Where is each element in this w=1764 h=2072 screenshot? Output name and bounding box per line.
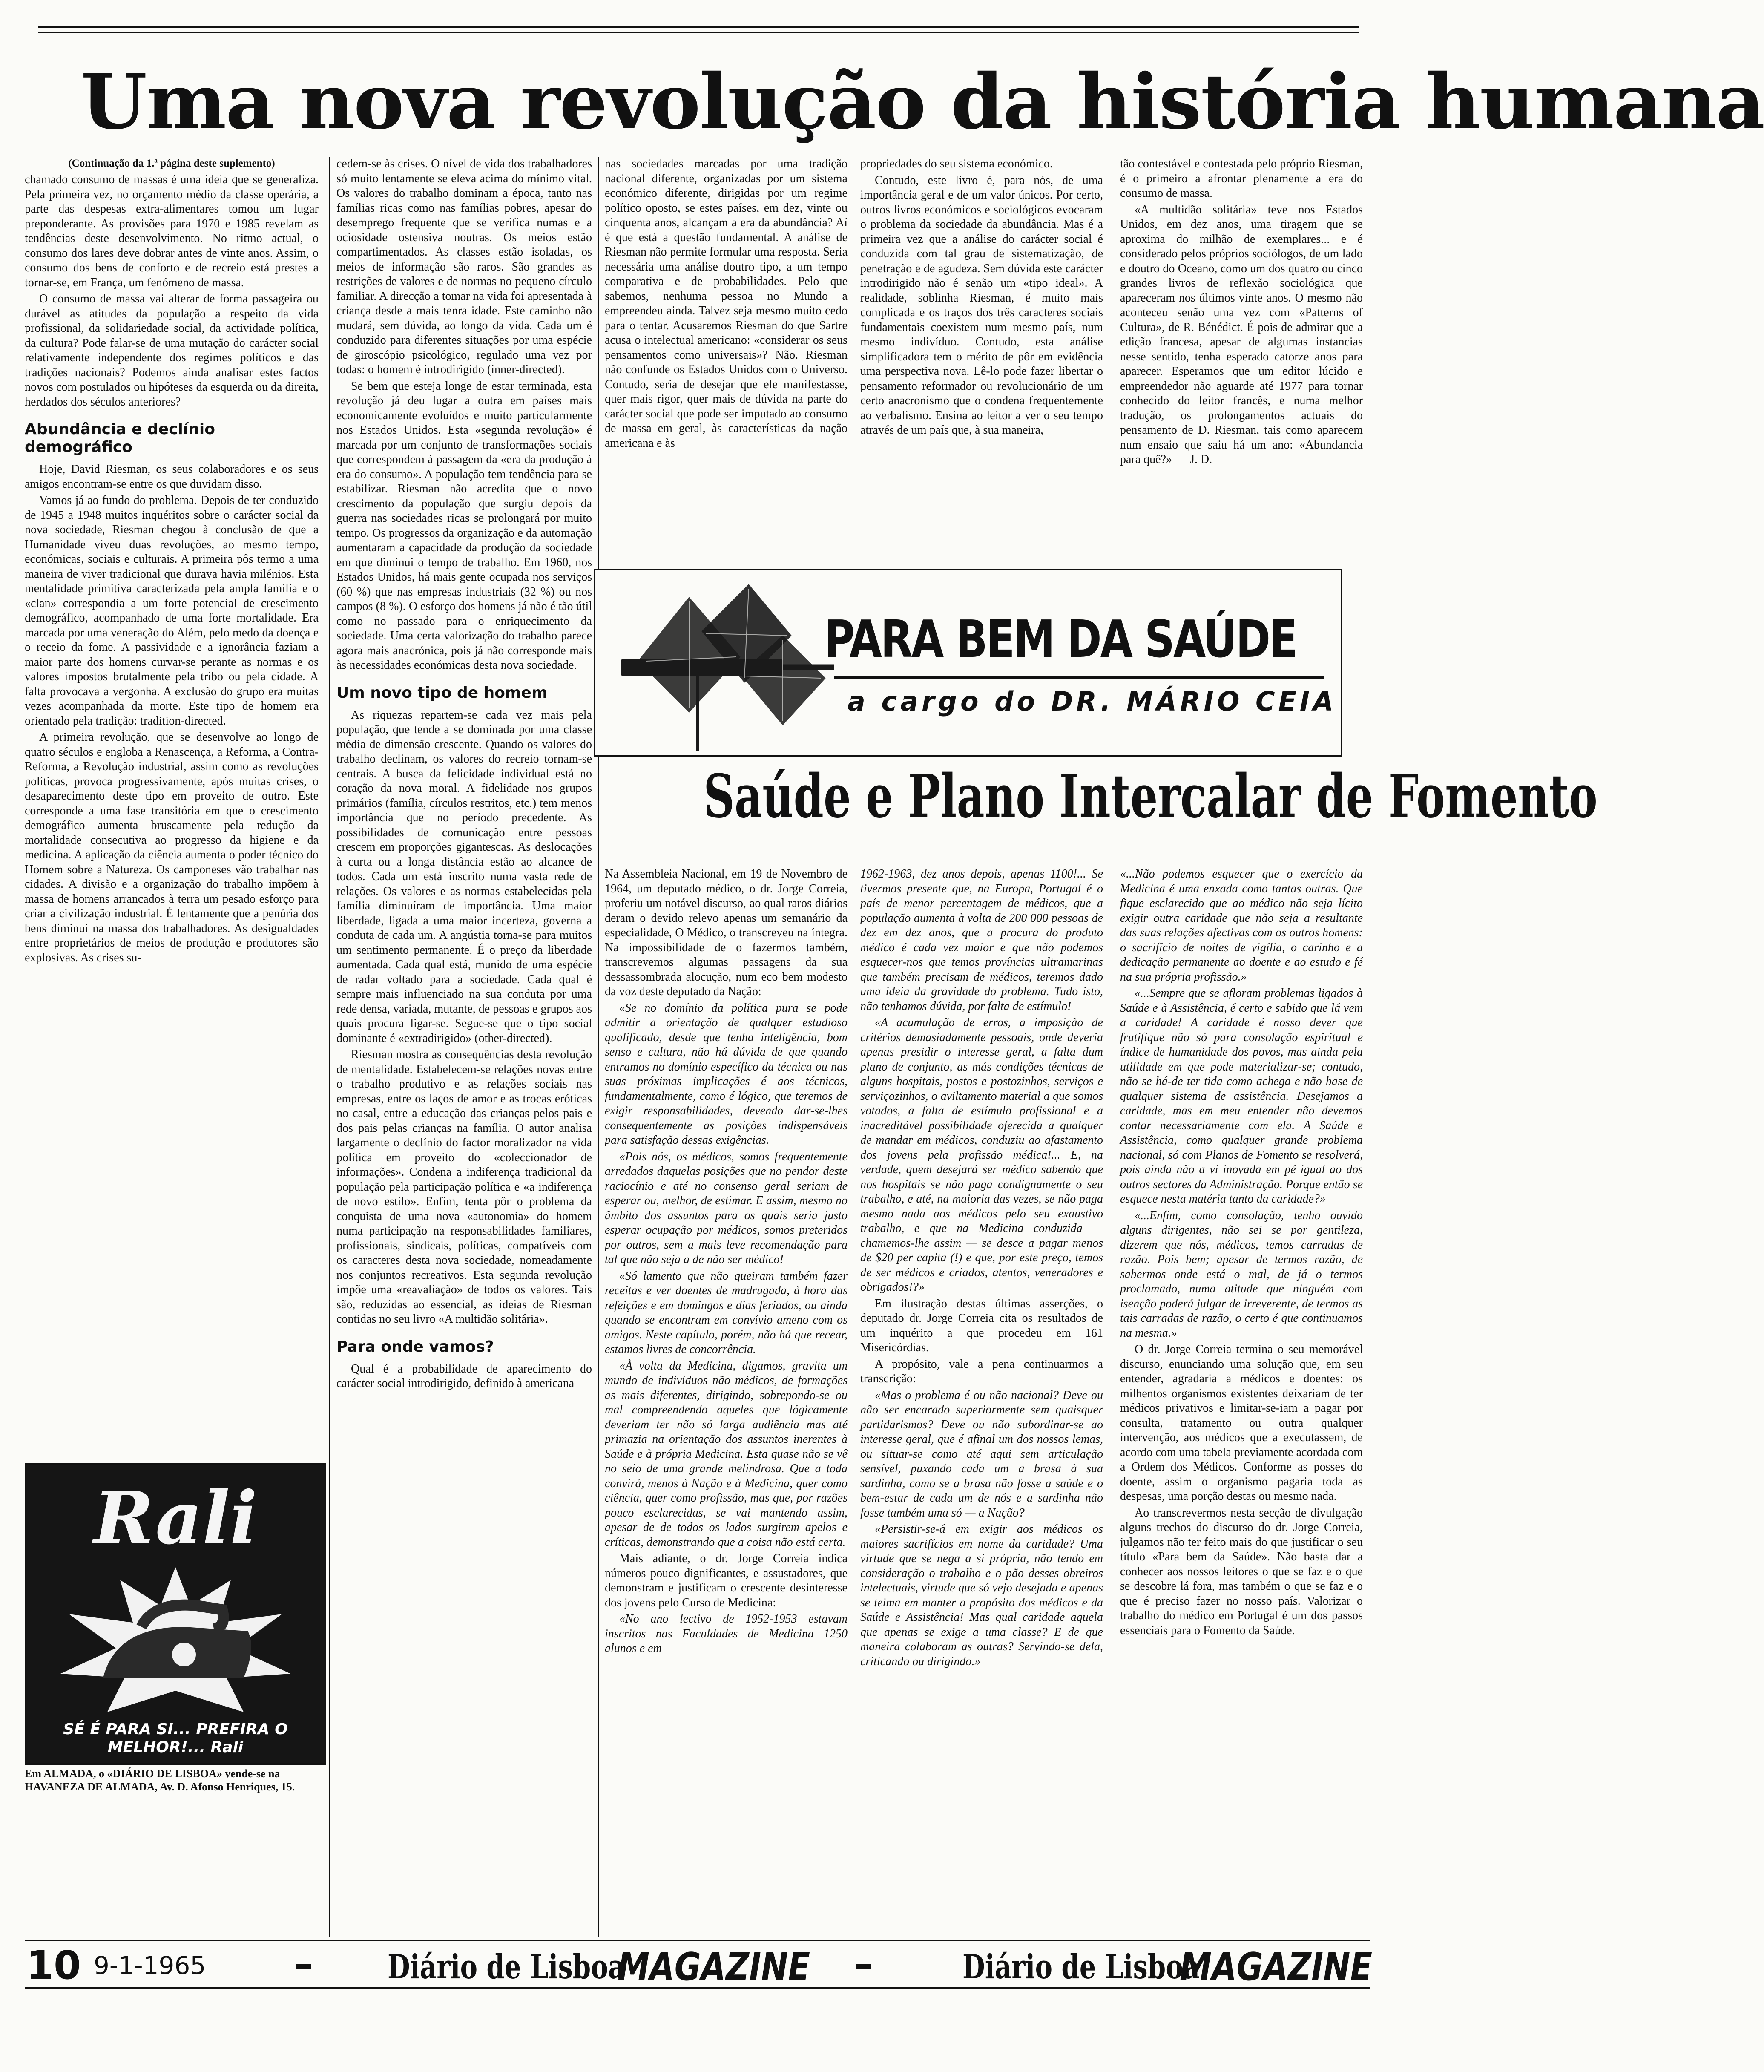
- continuation-note: (Continuação da 1.ª página deste suplemento): [68, 158, 275, 169]
- paragraph: Qual é a probabilidade de aparecimento do carácter social introdirigido, definido à americana: [336, 1362, 592, 1390]
- section-heading: Para onde vamos?: [336, 1338, 494, 1355]
- article-column-1: [25, 157, 319, 1459]
- paragraph: A propósito, vale a pena continuarmos a transcrição:: [860, 1357, 1103, 1385]
- section-title: PARA BEM DA SAÚDE: [824, 610, 1296, 669]
- paragraph: chamado consumo de massas é uma ideia que se generaliza. Pela primeira vez, no orçamento médio da classe operária, a parte das despesas extra-alimentares tomou um lugar preponderante. As provisões para 1970 e 1985 revelam as tendências deste desenvolvimento. No ritmo actual, o consumo dos lares deve dobrar antes de vinte anos. Assim, o consumo dos bens de conforto e de recreio está prestes a tornar-se, em França, um fenómeno de massa.: [25, 173, 319, 289]
- magazine-label: MAGAZINE: [618, 1945, 810, 1989]
- quote-paragraph: «...Sempre que se afloram problemas ligados à Saúde e à Assistência, é certo e sabido que lá vem a caridade! A caridade é nosso dever que frutifique não só para consolação espiritual e índice de humanidade dos povos, mas ainda pela utilidade em que pode materializar-se; contudo, não se há-de ter tida como achega e não base de qualquer sistema de assistência. Desejamos a caridade, mas em meu entender não devemos contar necessariamente com ela. A Saúde e Assistência, como qualquer grande problema nacional, só com Planos de Fomento se resolverá, pois ainda não a vi inovada em pé igual ao dos outros sectores da Administração. Porque então se esquece nesta matéria tanto da caridade?»: [1120, 987, 1363, 1206]
- article-headline: Saúde e Plano Intercalar de Fomento: [704, 762, 1597, 832]
- quote-paragraph: «...Enfim, como consolação, tenho ouvido alguns dirigentes, não sei se por gentileza, dizerem que nós, médicos, temos carradas de razão. Pois bem; apesar de termos razão, de sabermos onde está o mal, de já o termos proclamado, numa atitude que ninguém com isenção poderá julgar de irreverente, de termos as tais carradas de razão, o certo é que continuamos na mesma.»: [1120, 1209, 1363, 1340]
- paragraph: Riesman mostra as consequências desta revolução de mentalidade. Estabelecem-se relações novas entre o trabalho produtivo e as relações sociais nas empresas, entre os laços de amor e as trocas eróticas no casal, entre a educação das crianças pelos pais e dos pais pelas crianças na família. O autor analisa largamente o declínio do factor moralizador na vida política em proveito do «coleccionador de informações». Condena a indiferença tradicional da população pela participação política e «a indiferença de novo estilo». Enfim, tenta pôr o problema da conquista de uma nova «autonomia» do homem numa participação na responsabilidades familiares, profissionais, sindicais, políticas, compatíveis com os caracteres desta nova sociedade, nomeadamente nos conjuntos recreativos. Esta segunda revolução impõe uma «reavaliação» de todos os valores. Tais são, reduzidas ao essencial, as ideias de Riesman contidas no seu livro «A multidão solitária».: [336, 1048, 592, 1326]
- column-rule: [329, 157, 330, 1937]
- article-column-3: [605, 157, 848, 555]
- quote-paragraph: «Pois nós, os médicos, somos frequentemente arredados daquelas posições que no pendor deste raciocínio e até no consenso geral seriam de esperar ou, melhor, de estimar. E assim, mesmo no âmbito dos assuntos para os quais seria justo esperar ocupação por médicos, somos preteridos por outros, sem a mais leve recomendação para tal que não seja a de não ser médico!: [605, 1150, 848, 1266]
- paragraph: nas sociedades marcadas por uma tradição nacional diferente, organizadas por um sistema económico diferente, dirigidas por um regime político oposto, se estes países, em dez, vinte ou cinquenta anos, alcançam a era da abundância? Aí é que está a questão fundamental. A análise de Riesman não permite formular uma resposta. Seria necessária uma análise doutro tipo, a um tempo comparativa e de probabilidades. Pelo que sabemos, nenhuma pessoa no Mundo a empreendeu ainda. Talvez seja mesmo muito cedo para o tentar. Acusaremos Riesman do que Sartre acusa o intelectual americano: «considerar os seus pensamentos como universais»? Não. Riesman não confunde os Estados Unidos com o Universo. Contudo, seria de desejar que ele manifestasse, quer mais rigor, quer mais de dúvida na parte do carácter social que pode ser imputado ao consumo de massa em geral, às características da nação americana e às: [605, 157, 848, 450]
- paragraph: Mais adiante, o dr. Jorge Correia indica números pouco dignificantes, e assustadores, que demonstram e justificam o crescente desinteresse dos jovens pelo Curso de Medicina:: [605, 1552, 848, 1609]
- section-heading: Abundância e declínio demográfico: [25, 420, 215, 456]
- article2-column-3: [1120, 867, 1363, 1932]
- syringe-body: [621, 659, 783, 676]
- quote-paragraph: «No ano lectivo de 1952-1953 estavam inscritos nas Faculdades de Medicina 1250 alunos e em: [605, 1612, 848, 1655]
- quote-paragraph: «A acumulação de erros, a imposição de critérios demasiadamente pessoais, onde deveria apenas presidir o interesse geral, a falta dum plano de conjunto, as más condições técnicas de alguns hospitais, postos e postozinhos, serviços e serviçozinhos, o aviltamento material a que somos votados, a falta de estímulo profissional e a inacreditável possibilidade oferecida a qualquer de mandar em médicos, conduziu ao afastamento dos jovens pela profissão médica!... E, na verdade, quem desejará ser médico sabendo que nos hospitais se não paga condignamente o seu trabalho, e até, na maioria das vezes, se não paga mesmo nada aos médicos pelo seu exaustivo trabalho, e que na Medicina conduzida — chamemos-lhe assim — se desce a pagar menos de $20 per capita (!) e que, por este preço, temos de ser médicos e criados, atentos, veneradores e obrigados!?»: [860, 1016, 1103, 1294]
- paragraph: O consumo de massa vai alterar de forma passageira ou durável as atitudes da população a respeito da vida profissional, da solidariedade social, da actividade política, da cultura? Pode falar-se de uma mutação do carácter social relativamente independente dos regimes políticos e das tradições nacionais? Podemos ainda analisar estes factos novos com postulados ou hipóteses da esquerda ou da direita, herdados dos séculos anteriores?: [25, 292, 319, 409]
- article2-column-2: [860, 867, 1103, 1932]
- paragraph: Contudo, este livro é, para nós, de uma importância geral e de um valor únicos. Por certo, outros livros económicos e sociológicos evocaram o problema da sociedade da abundância. Mas é a primeira vez que a análise do carácter social é conduzida com tal grau de sistematização, de penetração e de agudeza. Sem dúvida este carácter introdirigido não é senão um «tipo ideal». A realidade, soblinha Riesman, é muito mais complicada e os traços dos três caracteres sociais fundamentais coexistem num mesmo país, num mesmo indivíduo. Contudo, esta análise simplificadora tem o mérito de pôr em evidência uma perspectiva nova. Lê-lo pode fazer libertar o pensamento reformador ou revolucionário de um certo anacronismo que o condena frequentemente ao verbalismo. Ensina ao leitor a ver o seu tempo através de um país que, à sua maneira,: [860, 173, 1103, 437]
- article-column-2: [336, 157, 592, 1934]
- paragraph: O dr. Jorge Correia termina o seu memorável discurso, enunciando uma solução que, em seu entender, agradaria a médicos e doentes: os milhentos organismos existentes deixariam de ter médicos privativos e limitar-se-iam a pagar por consulta, tratamento ou outra qualquer intervenção, aos médicos que a executassem, de acordo com uma tabela previamente acordada com a Ordem dos Médicos. Conforme as posses do doente, assim o organismo pagaria toda as despesas, uma porção destas ou mesmo nada.: [1120, 1343, 1363, 1503]
- paragraph: As riquezas repartem-se cada vez mais pela população, que tende a se dominada por uma classe média de dimensão crescente. Quando os valores do trabalho declinam, os valores do recreio tornam-se centrais. A busca da felicidade individual está no coração da nova moral. A fidelidade nos grupos primários (família, círculos restritos, etc.) tem menos importância que no período precedente. As possibilidades de comunicação entre pessoas crescem em proporções gigantescas. As deslocações à curta ou a longa distância estão ao alcance de todos. Cada um está inscrito numa vasta rede de relações. Os valores e as normas estabelecidas pela família diminuíram de importância. Uma maior liberdade, ligada a uma maior incerteza, governa a conduta de cada um. A angústia torna-se para muitos um sentimento permanente. É o preço da liberdade aumentada. Cada qual está, munido de uma espécie de radar voltado para a sociedade. Cada qual é sempre mais influenciado na sua conduta por uma rede densa, variada, mutante, de pessoas e grupos aos quais procura ligar-se. Segue-se que o tipo social dominante é «extradirigido» (other-directed).: [336, 708, 592, 1045]
- column-rule: [598, 157, 599, 1937]
- top-rule-thin: [38, 32, 1359, 33]
- newspaper-name: Diário de Lisboa: [388, 1948, 625, 1986]
- quote-paragraph: «...Não podemos esquecer que o exercício da Medicina é uma enxada como tantas outras. Que fique esclarecido que ao médico não seja lícito exigir outra caridade que não seja a resultante das suas relações afectivas com os outros homens: o sacrifício de noites de vigília, o carinho e a dedicação permanente ao doente e ao estudo e fé na sua própria profissão.»: [1120, 867, 1363, 984]
- top-rule: [38, 26, 1359, 28]
- iron-illustration: [43, 1563, 307, 1716]
- ad-tagline: SÉ É PARA SI... PREFIRA O MELHOR!... Rali: [63, 1721, 288, 1756]
- page-headline: Uma nova revolução da história humana: [81, 57, 1764, 146]
- paragraph: Em ilustração destas últimas asserções, o deputado dr. Jorge Correia cita os resultados de um inquérito a que procedeu em 161 Misericórdias.: [860, 1297, 1103, 1354]
- footer-rule-top: [25, 1940, 1370, 1941]
- iron-dial: [172, 1643, 196, 1666]
- health-illustration: [612, 572, 842, 753]
- paragraph: cedem-se às crises. O nível de vida dos trabalhadores só muito lentamente se eleva acima do mínimo vital. Os valores do trabalho dominam a época, tanto nas famílias ricas como nas famílias pobres, apesar do desemprego frequente que se verifica numas e a ociosidade ostensiva noutras. Os meios estão compartimentados. As classes estão isoladas, os meios de informação são raros. São grandes as restrições de valores e de normas no pequeno círculo familiar. A direcção a tomar na vida foi apresentada à criança desde a mais tenra idade. Este caminho não mudará, sem dúvida, ao longo da vida. Cada um é conduzido para diferentes situações por uma espécie de giroscópio psicológico, regulado uma vez por todas: o homem é introdirigido (inner-directed).: [336, 157, 592, 376]
- article2-column-1: [605, 867, 848, 1932]
- paragraph: Vamos já ao fundo do problema. Depois de ter conduzido de 1945 a 1948 muitos inquéritos sobre o carácter social da nova sociedade, Riesman chegou à conclusão de que a Humanidade viveu duas revoluções, ao mesmo tempo, económicas, sociais e culturais. A primeira pôs termo a uma maneira de viver tradicional que durava havia milénios. Esta mentalidade primitiva caracterizada pela ampla família e o «clan» correspondia a um forte potencial de crescimento demográfico, acompanhado de uma forte mortalidade. Era marcada por uma veneração do Além, pelo medo da doença e o receio da fome. A passividade e a ignorância faziam a maior parte dos homens curvar-se perante as normas e os valores impostos brutalmente pela tribo ou pela cidade. A falta provocava a vergonha. A exclusão do grupo era muitas vezes acompanhada da morte. Este tipo de homem era orientado pela tradição: tradition-directed.: [25, 494, 319, 728]
- quote-paragraph: «Só lamento que não queiram também fazer receitas e ver doentes de madrugada, à hora das refeições e em domingos e dias feriados, ou ainda quando se encontram em convívio ameno com os amigos. Neste capítulo, porém, não há que recear, estamos livres de concorrência.: [605, 1269, 848, 1356]
- section-byline: a cargo do DR. MÁRIO CEIA: [848, 686, 1337, 717]
- quote-paragraph: 1962-1963, dez anos depois, apenas 1100!... Se tivermos presente que, na Europa, Portugal é o país de menor percentagem de médicos, que a população aumenta à volta de 200 000 pessoas de dez em dez anos, que a procura do produto médico é cada vez maior e que não podemos esquecer-nos que temos províncias ultramarinas que também precisam de médicos, teremos dado uma ideia da gravidade do problema. Tudo isto, não tenhamos dúvida, por falta de estímulo!: [860, 867, 1103, 1013]
- rali-advertisement: [25, 1463, 326, 1765]
- page-number: 10: [26, 1942, 81, 1988]
- article-column-4: [860, 157, 1103, 555]
- paragraph: A primeira revolução, que se desenvolve ao longo de quatro séculos e engloba a Renascença, a Reforma, a Contra-Reforma, a Revolução industrial, assim como as revoluções políticas, provoca progressivamente, após muitas crises, o desaparecimento deste tipo em proveito de outro. Este corresponde a uma fase transitória em que o crescimento demográfico aumenta bruscamente pela redução da mortalidade consecutiva ao progresso da higiene e da medicina. A aplicação da ciência aumenta o poder técnico do Homem sobre a Natureza. Os camponeses vão trabalhar nas cidades. A divisão e a organização do trabalho impõem à massa de homens arrancados à terra um pesado esforço para criar a civilização industrial. É lentamente que a penúria dos bens diminui na massa dos trabalhadores. As desigualdades entre proprietários de meios de produção e produtores são explosivas. As crises su-: [25, 731, 319, 964]
- magazine-label: MAGAZINE: [1180, 1945, 1373, 1989]
- section-heading: Um novo tipo de homem: [336, 684, 548, 702]
- footer-dash: [856, 1964, 871, 1969]
- paragraph: Ao transcrevermos nesta secção de divulgação alguns trechos do discurso do dr. Jorge Correia, julgamos não ter feito mais do que justificar o seu título «Para bem da Saúde». Não basta dar a conhecer aos nossos leitores o que se faz e o que se descobre lá fora, mas também o que se faz e o que é preciso fazer no nosso país. Valorizar o trabalho do médico em Portugal é um dos passos essenciais para o Fomento da Saúde.: [1120, 1506, 1363, 1637]
- ad-brand-logo: Rali: [93, 1476, 258, 1561]
- paragraph: «A multidão solitária» teve nos Estados Unidos, em dez anos, uma tiragem que se aproxima do milhão de exemplares... e é considerado pelos próprios sociólogos, de um lado e doutro do Oceano, como um dos quatro ou cinco grandes livros de reflexão sociológica que apareceram nos últimos vinte anos. O mesmo não aconteceu senão uma vez com «Patterns of Cultura», de R. Bénédict. É pois de admirar que a edição francesa, apesar de algumas instancias nesse sentido, tenha esperado catorze anos para aparecer. Esperamos que um editor lúcido e empreendedor não aguarde até 1977 para tornar conhecido do leitor francês, e numa melhor tradução, os prolongamentos actuais do pensamento de D. Riesman, tais como aparecem num ensaio que saiu há um ano: «Abundancia para quê?» — J. D.: [1120, 203, 1363, 466]
- paragraph: Na Assembleia Nacional, em 19 de Novembro de 1964, um deputado médico, o dr. Jorge Correia, proferiu um notável discurso, ao qual raros diários deram o devido relevo apenas um semanário da especialidade, O Médico, o transcreveu na íntegra. Na impossibilidade de o fazermos também, transcrevemos algumas passagens da sua dessassombrada alocução, num eco bem modesto da voz deste deputado da Nação:: [605, 867, 848, 998]
- paragraph: tão contestável e contestada pelo próprio Riesman, é o primeiro a afrontar plenamente a era do consumo de massa.: [1120, 157, 1363, 200]
- issue-date: 9-1-1965: [94, 1951, 206, 1980]
- article-column-5: [1120, 157, 1363, 555]
- newspaper-name: Diário de Lisboa: [962, 1948, 1200, 1986]
- quote-paragraph: «Se no domínio da política pura se pode admitir a orientação de qualquer estudioso qualificado, desde que tenha inteligência, bom senso e cultura, não há dúvida de que quando entramos no domínio específico da técnica ou nas suas próximas implicações é aos técnicos, fundamentalmente, como é lógico, que teremos de exigir responsabilidades, devendo dar-se-lhes consequentemente as posições indispensáveis para satisfação dessas exigências.: [605, 1001, 848, 1147]
- quote-paragraph: «Persistir-se-á em exigir aos médicos os maiores sacrifícios em nome da caridade? Uma virtude que se nega a si própria, não tendo em consideração o trabalho e o pão desses obreiros intelectuais, virtude que só vejo desejada e apenas se teima em manter a propósito dos médicos e da Saúde e Assistência! Mas qual caridade aquela que apenas se exige a uma classe? E de que maneira colaboram as outras? Servindo-se dela, criticando ou dirigindo.»: [860, 1522, 1103, 1668]
- banner-underline: [834, 676, 1324, 679]
- paragraph: Hoje, David Riesman, os seus colaboradores e os seus amigos encontram-se entre os que duvidam disso.: [25, 463, 319, 491]
- quote-paragraph: «Mas o problema é ou não nacional? Deve ou não ser encarado superiormente sem quaisquer partidarismos? Deve ou não subordinar-se ao interesse geral, que é afinal um dos nossos lemas, ou situar-se como até aqui sem articulação sensível, puxando cada um a brasa à sua sardinha, como se a brasa não fosse a saúde e o bem-estar de cada um de nós e a sardinha não fosse também uma só — a Nação?: [860, 1388, 1103, 1519]
- paragraph: Se bem que esteja longe de estar terminada, esta revolução já deu lugar a outra em países mais economicamente evoluídos e muito particularmente nos Estados Unidos. Esta «segunda revolução» é marcada por um conjunto de transformações sociais que correspondem à passagem da «era da produção à era do consumo». A população tem tendência para se estabilizar. Riesman não acredita que o novo crescimento da população que surgiu depois da guerra nas sociedades ricas se prolongará por muito tempo. Os progressos da organização e da automação aumentaram a capacidade da produção da sociedade em que diminui o tempo de trabalho. Em 1960, nos Estados Unidos, há mais gente ocupada nos serviços (60 %) que nas empresas industriais (32 %) ou nos campos (8 %). O esforço dos homens já não é tão útil como no passado para o enriquecimento da sociedade. Uma certa valorização do trabalho parece agora mais anacrónica, pois já não corresponde mais às necessidades económicas desta nova sociedade.: [336, 379, 592, 672]
- sales-point-note: Em ALMADA, o «DIÁRIO DE LISBOA» vende-se na HAVANEZA DE ALMADA, Av. D. Afonso Henriques, 15.: [25, 1767, 295, 1793]
- footer-dash: [296, 1964, 311, 1969]
- quote-paragraph: «À volta da Medicina, digamos, gravita um mundo de indivíduos não médicos, de formações as mais diferentes, dirigindo, sobrepondo-se ou mal compreendendo aqueles que lógicamente deveriam ter não só larga audiência mas até primazia na orientação dos assuntos inerentes à Saúde e à própria Medicina. Esta quase não se vê no seio de uma grande melindrosa. Que a toda convirá, menos à Nação e à Medicina, quer como ciência, quer como profissão, mas que, por razões pouco esclarecidas, se vai mantendo assim, apesar de de todos os lados surgirem apelos e críticas, demonstrando que a coisa não está certa.: [605, 1359, 848, 1549]
- paragraph: propriedades do seu sistema económico.: [860, 157, 1053, 170]
